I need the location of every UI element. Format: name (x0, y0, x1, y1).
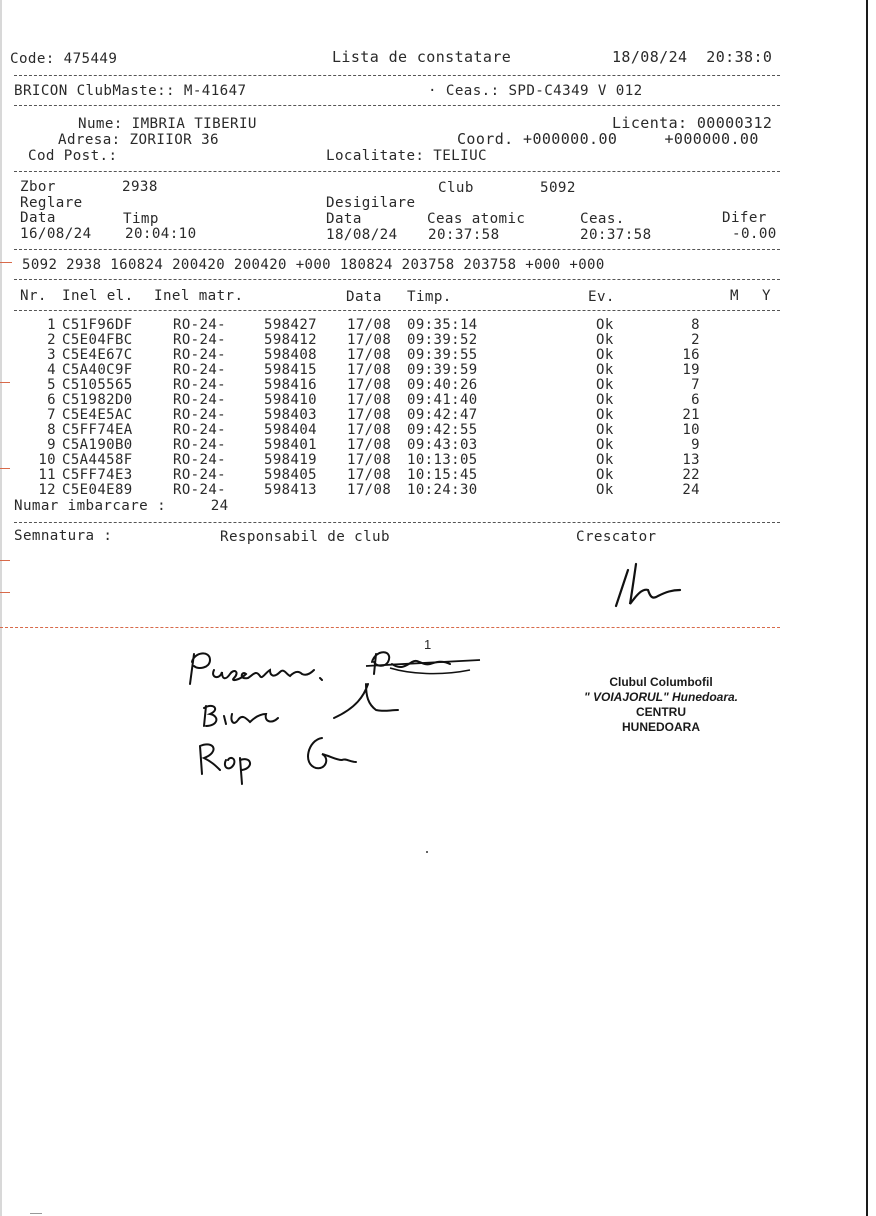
semnatura-label: Semnatura : (14, 528, 113, 544)
cell-timp: 09:39:59 (407, 362, 478, 378)
cell-pre: RO-24- (173, 377, 226, 393)
cell-ev: Ok (596, 362, 614, 378)
owner-name: Nume: IMBRIA TIBERIU (78, 116, 257, 132)
table-row (0, 363, 780, 378)
ceas-info: · Ceas.: SPD-C4349 V 012 (428, 83, 643, 99)
club-master: BRICON ClubMaste:: M-41647 (14, 83, 247, 99)
cell-inel: C5105565 (62, 377, 133, 393)
table-row (0, 423, 780, 438)
crescator-label: Crescator (576, 529, 657, 545)
responsabil-label: Responsabil de club (220, 529, 390, 545)
zbor-label: Zbor (20, 179, 56, 195)
numar-imbarcare: Numar imbarcare : 24 (14, 498, 229, 514)
cell-timp: 10:13:05 (407, 452, 478, 468)
cell-ev: Ok (596, 377, 614, 393)
table-row (0, 408, 780, 423)
desigilare-label: Desigilare (326, 195, 416, 211)
margin-mark (0, 592, 10, 593)
cell-m: 8 (691, 317, 700, 333)
cell-timp: 09:42:55 (407, 422, 478, 438)
cell-data: 17/08 (347, 332, 392, 348)
cell-data: 17/08 (347, 362, 392, 378)
cell-ev: Ok (596, 347, 614, 363)
cell-nr: 9 (47, 437, 56, 453)
cell-matr: 598416 (264, 377, 317, 393)
divider (14, 75, 780, 76)
zbor-value: 2938 (122, 179, 158, 195)
atomic-time: 20:37:58 (428, 227, 500, 243)
cell-timp: 09:43:03 (407, 437, 478, 453)
reg-time: 20:04:10 (125, 226, 197, 242)
cell-ev: Ok (596, 452, 614, 468)
cell-m: 22 (682, 467, 700, 483)
cell-data: 17/08 (347, 422, 392, 438)
cell-inel: C5E04E89 (62, 482, 133, 498)
reglare-label: Reglare (20, 195, 83, 211)
divider (14, 522, 780, 523)
cell-m: 10 (682, 422, 700, 438)
cell-pre: RO-24- (173, 362, 226, 378)
cell-nr: 6 (47, 392, 56, 408)
cell-nr: 8 (47, 422, 56, 438)
cell-ev: Ok (596, 437, 614, 453)
cell-ev: Ok (596, 482, 614, 498)
owner-address: Adresa: ZORIIOR 36 (58, 132, 219, 148)
difer-value: -0.00 (732, 226, 777, 242)
cell-nr: 10 (38, 452, 56, 468)
cell-m: 9 (691, 437, 700, 453)
col-y: Y (762, 288, 771, 304)
cell-data: 17/08 (347, 452, 392, 468)
margin-mark (0, 382, 10, 383)
doc-code: Code: 475449 (10, 51, 118, 67)
doc-datetime: 18/08/24 20:38:0 (612, 48, 773, 66)
cell-timp: 09:39:55 (407, 347, 478, 363)
table-row (0, 438, 780, 453)
cell-data: 17/08 (347, 467, 392, 483)
stamp-line1: Clubul Columbofil (609, 675, 713, 689)
col-timp: Timp. (407, 289, 452, 305)
cell-nr: 2 (47, 332, 56, 348)
table-row (0, 393, 780, 408)
cell-pre: RO-24- (173, 392, 226, 408)
divider-red (0, 627, 780, 628)
club-label: Club (438, 180, 474, 196)
cell-matr: 598403 (264, 407, 317, 423)
cell-ev: Ok (596, 332, 614, 348)
owner-locality: Localitate: TELIUC (326, 148, 487, 164)
cell-ev: Ok (596, 422, 614, 438)
cell-pre: RO-24- (173, 317, 226, 333)
col-data: Data (346, 289, 382, 305)
stamp-line4: HUNEDOARA (622, 720, 700, 734)
col-inel-el: Inel el. (62, 288, 134, 304)
cell-matr: 598401 (264, 437, 317, 453)
cell-matr: 598405 (264, 467, 317, 483)
cell-m: 24 (682, 482, 700, 498)
cell-matr: 598404 (264, 422, 317, 438)
cell-data: 17/08 (347, 377, 392, 393)
cell-m: 16 (682, 347, 700, 363)
cell-pre: RO-24- (173, 407, 226, 423)
cell-matr: 598427 (264, 317, 317, 333)
stamp-line3: CENTRU (636, 705, 686, 719)
table-row (0, 483, 780, 498)
cell-m: 6 (691, 392, 700, 408)
col-ev: Ev. (588, 289, 615, 305)
cell-inel: C5A4458F (62, 452, 133, 468)
cell-data: 17/08 (347, 347, 392, 363)
cell-data: 17/08 (347, 317, 392, 333)
ceas-label: Ceas. (580, 211, 625, 227)
cell-ev: Ok (596, 392, 614, 408)
cell-inel: C51F96DF (62, 317, 133, 333)
cell-m: 2 (691, 332, 700, 348)
page-edge-left (0, 0, 2, 1216)
cell-matr: 598408 (264, 347, 317, 363)
cell-timp: 09:40:26 (407, 377, 478, 393)
reg-time-label: Timp (123, 211, 159, 227)
cell-inel: C5A190B0 (62, 437, 133, 453)
owner-coord: Coord. +000000.00 +000000.00 (457, 130, 759, 148)
cell-pre: RO-24- (173, 482, 226, 498)
speck (426, 851, 428, 853)
handwritten-names-icon (180, 640, 490, 790)
cell-data: 17/08 (347, 407, 392, 423)
table-row (0, 348, 780, 363)
divider (14, 279, 780, 280)
des-date-label: Data (326, 211, 362, 227)
difer-label: Difer (722, 210, 767, 226)
cell-inel: C5E04FBC (62, 332, 133, 348)
cell-matr: 598419 (264, 452, 317, 468)
margin-mark (0, 468, 10, 469)
cell-inel: C5E4E5AC (62, 407, 133, 423)
cell-timp: 09:41:40 (407, 392, 478, 408)
crescator-signature-icon (610, 560, 690, 612)
cell-timp: 09:39:52 (407, 332, 478, 348)
cell-matr: 598415 (264, 362, 317, 378)
page-number: 1 (424, 637, 432, 652)
cell-pre: RO-24- (173, 332, 226, 348)
cell-timp: 10:24:30 (407, 482, 478, 498)
cell-timp: 10:15:45 (407, 467, 478, 483)
owner-postcode: Cod Post.: (28, 148, 118, 164)
col-m: M (730, 288, 739, 304)
cell-pre: RO-24- (173, 467, 226, 483)
atomic-label: Ceas atomic (427, 211, 526, 227)
cell-matr: 598410 (264, 392, 317, 408)
cell-timp: 09:42:47 (407, 407, 478, 423)
cell-nr: 11 (38, 467, 56, 483)
cell-m: 21 (682, 407, 700, 423)
reg-date: 16/08/24 (20, 226, 92, 242)
doc-title: Lista de constatare (332, 48, 512, 66)
cell-m: 7 (691, 377, 700, 393)
cell-m: 13 (682, 452, 700, 468)
divider (14, 310, 780, 311)
divider (14, 249, 780, 250)
cell-nr: 4 (47, 362, 56, 378)
stamp-line2: " VOIAJORUL" Hunedoara. (583, 690, 739, 704)
cell-matr: 598412 (264, 332, 317, 348)
cell-matr: 598413 (264, 482, 317, 498)
club-value: 5092 (540, 180, 576, 196)
cell-nr: 7 (47, 407, 56, 423)
cell-inel: C5A40C9F (62, 362, 133, 378)
cell-pre: RO-24- (173, 422, 226, 438)
cell-pre: RO-24- (173, 452, 226, 468)
cell-inel: C5FF74E3 (62, 467, 133, 483)
divider (14, 105, 780, 106)
divider (14, 171, 780, 172)
table-row (0, 468, 780, 483)
cell-pre: RO-24- (173, 437, 226, 453)
club-stamp (556, 675, 766, 735)
table-row (0, 318, 780, 333)
ceas-time: 20:37:58 (580, 227, 652, 243)
margin-mark (30, 1213, 42, 1214)
cell-ev: Ok (596, 407, 614, 423)
cell-nr: 12 (38, 482, 56, 498)
cell-m: 19 (682, 362, 700, 378)
cell-ev: Ok (596, 467, 614, 483)
cell-ev: Ok (596, 317, 614, 333)
page-edge-right (866, 0, 868, 1216)
col-nr: Nr. (20, 288, 47, 304)
cell-nr: 5 (47, 377, 56, 393)
owner-licenta: Licenta: 00000312 (612, 114, 773, 132)
margin-mark (0, 560, 10, 561)
cell-nr: 1 (47, 317, 56, 333)
cell-timp: 09:35:14 (407, 317, 478, 333)
table-row (0, 333, 780, 348)
cell-data: 17/08 (347, 482, 392, 498)
cell-inel: C51982D0 (62, 392, 133, 408)
col-inel-matr: Inel matr. (154, 288, 244, 304)
cell-data: 17/08 (347, 437, 392, 453)
margin-mark (0, 262, 12, 263)
summary-line: 5092 2938 160824 200420 200420 +000 180824 203758 203758 +000 +000 (22, 257, 605, 273)
cell-nr: 3 (47, 347, 56, 363)
cell-inel: C5FF74EA (62, 422, 133, 438)
table-row (0, 453, 780, 468)
reg-date-label: Data (20, 210, 56, 226)
cell-pre: RO-24- (173, 347, 226, 363)
cell-data: 17/08 (347, 392, 392, 408)
cell-inel: C5E4E67C (62, 347, 133, 363)
des-date: 18/08/24 (326, 227, 398, 243)
table-row (0, 378, 780, 393)
